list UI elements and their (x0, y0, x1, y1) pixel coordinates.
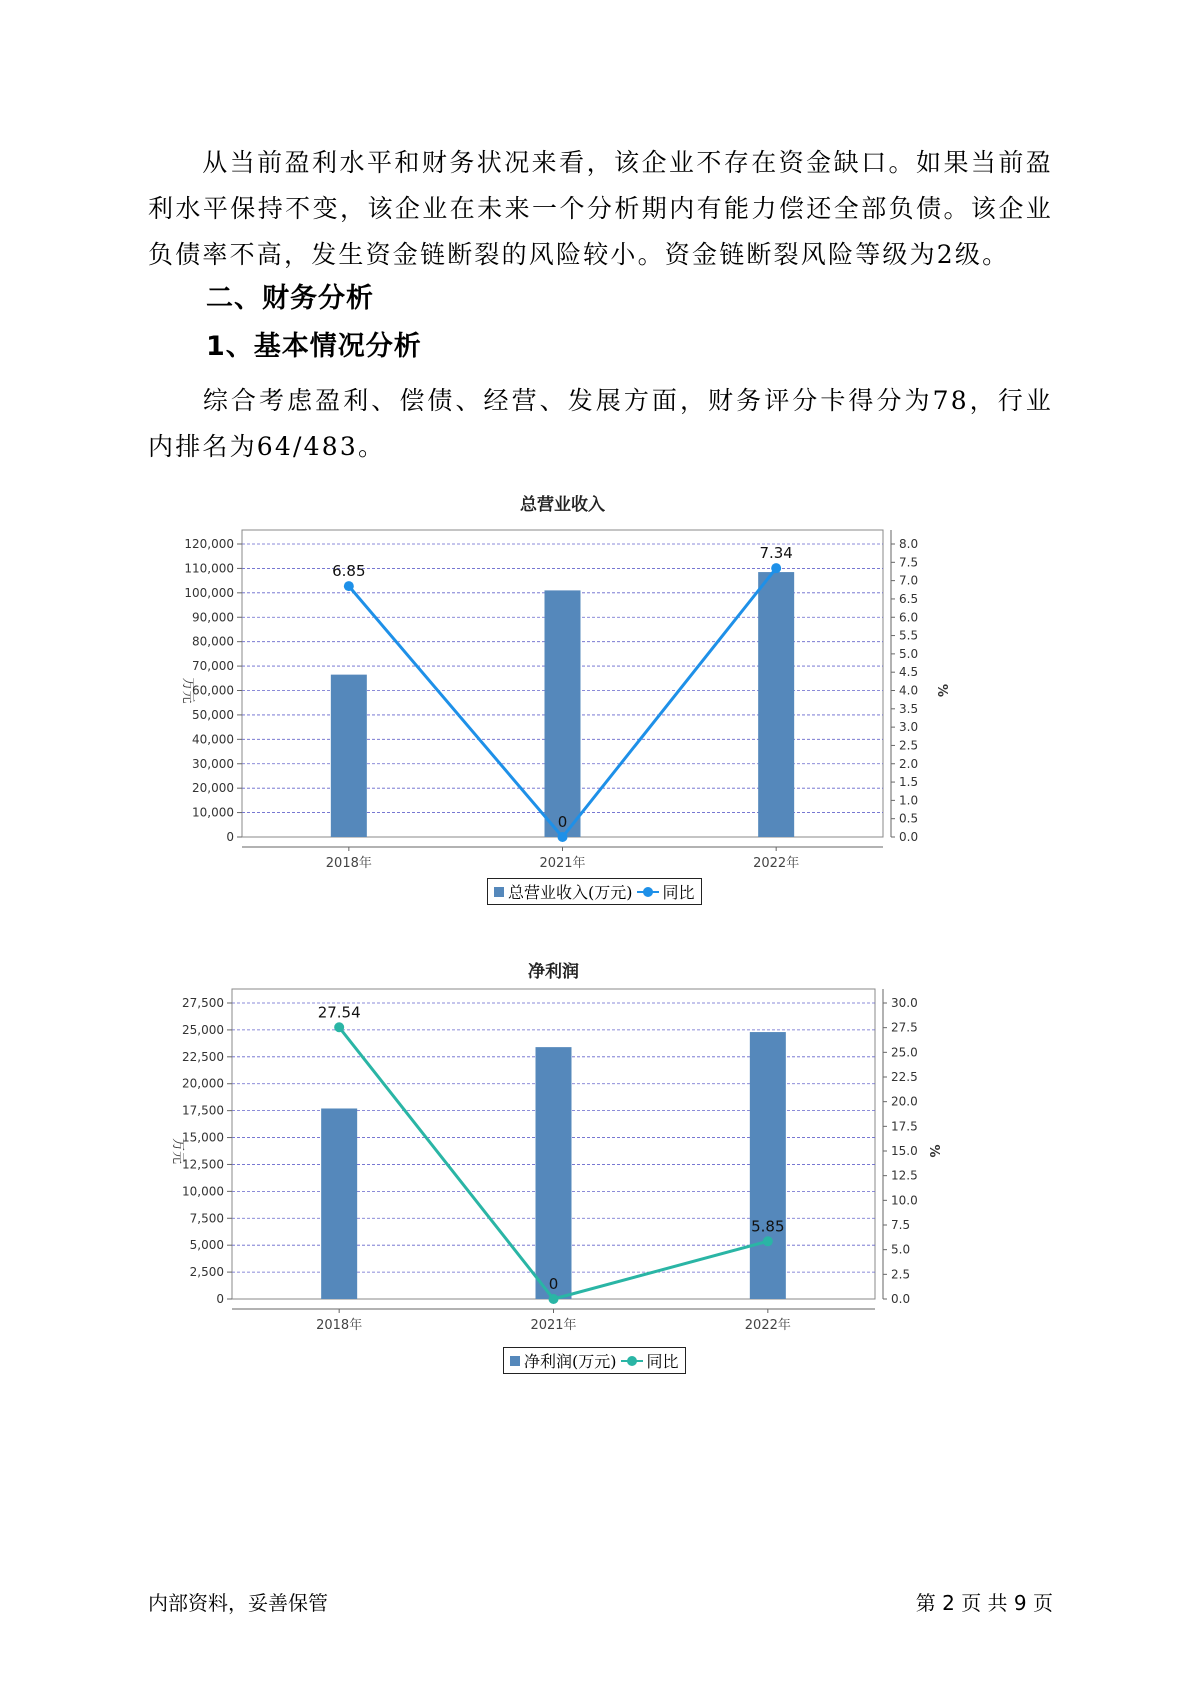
data-label: 0 (557, 813, 568, 831)
y-tick-label: 0 (216, 1292, 224, 1306)
y2-tick-label: 15.0 (891, 1144, 918, 1158)
bar (750, 1032, 786, 1299)
y-tick-label: 100,000 (184, 585, 234, 600)
net-profit-chart (170, 955, 970, 1375)
y2-tick-label: 10.0 (891, 1193, 918, 1208)
revenue-chart-legend (487, 878, 702, 905)
y2-tick-label: 17.5 (891, 1119, 918, 1134)
bar (321, 1108, 357, 1299)
y-tick-label: 22,500 (182, 1049, 224, 1064)
y-tick-label: 15,000 (182, 1130, 224, 1145)
y2-tick-label: 5.0 (891, 1242, 911, 1257)
y-tick-label: 25,000 (182, 1022, 224, 1037)
y2-tick-label: 25.0 (891, 1045, 918, 1060)
bar (758, 572, 794, 837)
y2-tick-label: 6.0 (899, 610, 919, 625)
y2-tick-label: 1.0 (899, 793, 919, 808)
y2-tick-label: 7.0 (899, 573, 919, 588)
bar-legend-swatch (510, 1356, 520, 1366)
line-point (558, 832, 568, 842)
y-tick-label: 70,000 (192, 659, 234, 674)
y2-tick-label: 12.5 (891, 1168, 918, 1183)
y-tick-label: 27,500 (182, 996, 224, 1010)
y-tick-label: 80,000 (192, 634, 234, 649)
y2-tick-label: 22.5 (891, 1070, 918, 1084)
x-tick-label: 2018年 (325, 856, 372, 871)
y2-tick-label: 7.5 (899, 555, 919, 570)
y-tick-label: 17,500 (182, 1103, 224, 1118)
y-axis-label: 万元 (170, 1137, 185, 1165)
y2-tick-label: 30.0 (891, 996, 918, 1010)
y2-axis-label: % (934, 683, 949, 698)
footer-confidential: 内部资料，妥善保管 (148, 1591, 328, 1615)
subsection-heading: 1、基本情况分析 (206, 331, 422, 362)
bar (545, 590, 581, 837)
bar (331, 675, 367, 837)
y2-tick-label: 2.5 (899, 738, 919, 753)
line-point (334, 1022, 344, 1032)
summary-text: 从当前盈利水平和财务状况来看，该企业不存在资金缺口。如果当前盈利水平保持不变，该企业在未来一个分析期内有能力偿还全部负债。该企业负债率不高，发生资金链断裂的风险较小。资金链断裂风险等级为2级。 (148, 148, 1053, 269)
y-tick-label: 7,500 (189, 1211, 224, 1226)
x-tick-label: 2021年 (530, 1318, 577, 1333)
y2-tick-label: 3.0 (899, 720, 919, 735)
y2-axis-label: % (926, 1144, 941, 1158)
y-tick-label: 5,000 (189, 1238, 224, 1253)
y-tick-label: 10,000 (192, 805, 234, 820)
x-tick-label: 2022年 (753, 856, 800, 871)
y-tick-label: 20,000 (192, 781, 234, 796)
bar (536, 1047, 572, 1299)
chart-title: 总营业收入 (520, 495, 605, 515)
y2-tick-label: 7.5 (891, 1218, 911, 1232)
footer-page-number: 第 2 页 共 9 页 (915, 1591, 1053, 1615)
legend-line-label: 同比 (662, 883, 695, 902)
y-tick-label: 10,000 (182, 1184, 224, 1199)
y-tick-label: 50,000 (192, 707, 234, 722)
score-text: 综合考虑盈利、偿债、经营、发展方面，财务评分卡得分为78，行业内排名为64/483。 (148, 386, 1053, 461)
y2-tick-label: 5.5 (899, 628, 919, 643)
y2-tick-label: 5.0 (899, 646, 919, 661)
y2-tick-label: 0.0 (899, 830, 919, 844)
line-point (549, 1294, 559, 1304)
revenue-chart (170, 488, 970, 908)
legend-bar-label: 净利润(万元) (524, 1352, 617, 1371)
y2-tick-label: 1.5 (899, 775, 919, 790)
net-profit-chart-legend (503, 1347, 686, 1374)
y2-tick-label: 8.0 (899, 537, 919, 551)
bar-legend-swatch (494, 887, 504, 897)
data-label: 7.34 (759, 544, 793, 563)
line-legend-swatch (621, 1355, 643, 1367)
legend-line-label: 同比 (646, 1352, 679, 1371)
data-label: 6.85 (332, 562, 366, 581)
y-tick-label: 12,500 (182, 1157, 224, 1172)
y-tick-label: 90,000 (192, 610, 234, 625)
x-tick-label: 2018年 (316, 1318, 363, 1333)
data-label: 27.54 (317, 1003, 361, 1022)
y-tick-label: 2,500 (189, 1265, 224, 1280)
y-tick-label: 30,000 (192, 756, 234, 771)
line-point (771, 563, 781, 573)
y-tick-label: 120,000 (184, 537, 234, 551)
y2-tick-label: 3.5 (899, 701, 919, 716)
y2-tick-label: 0.0 (891, 1292, 911, 1306)
chart-title: 净利润 (528, 962, 579, 982)
y2-tick-label: 2.0 (899, 756, 919, 771)
y2-tick-label: 0.5 (899, 811, 919, 826)
data-label: 5.85 (751, 1217, 785, 1236)
x-tick-label: 2022年 (744, 1318, 791, 1333)
y2-tick-label: 20.0 (891, 1094, 918, 1109)
y2-tick-label: 4.5 (899, 665, 919, 680)
y-axis-label: 万元 (180, 677, 195, 704)
summary-paragraph (148, 140, 1053, 278)
data-label: 0 (548, 1275, 559, 1293)
legend-bar-label: 总营业收入(万元) (508, 883, 633, 902)
y-tick-label: 60,000 (192, 683, 234, 698)
y-tick-label: 40,000 (192, 732, 234, 747)
y2-tick-label: 6.5 (899, 591, 919, 606)
line-legend-swatch (637, 886, 659, 898)
y-tick-label: 20,000 (182, 1076, 224, 1091)
x-tick-label: 2021年 (539, 856, 586, 871)
y2-tick-label: 4.0 (899, 683, 919, 698)
line-point (344, 581, 354, 591)
y2-tick-label: 27.5 (891, 1020, 918, 1035)
y-tick-label: 0 (226, 830, 234, 844)
section-heading: 二、财务分析 (206, 283, 374, 314)
score-paragraph (148, 378, 1053, 470)
line-point (763, 1236, 773, 1246)
y-tick-label: 110,000 (184, 561, 234, 576)
y2-tick-label: 2.5 (891, 1267, 911, 1282)
